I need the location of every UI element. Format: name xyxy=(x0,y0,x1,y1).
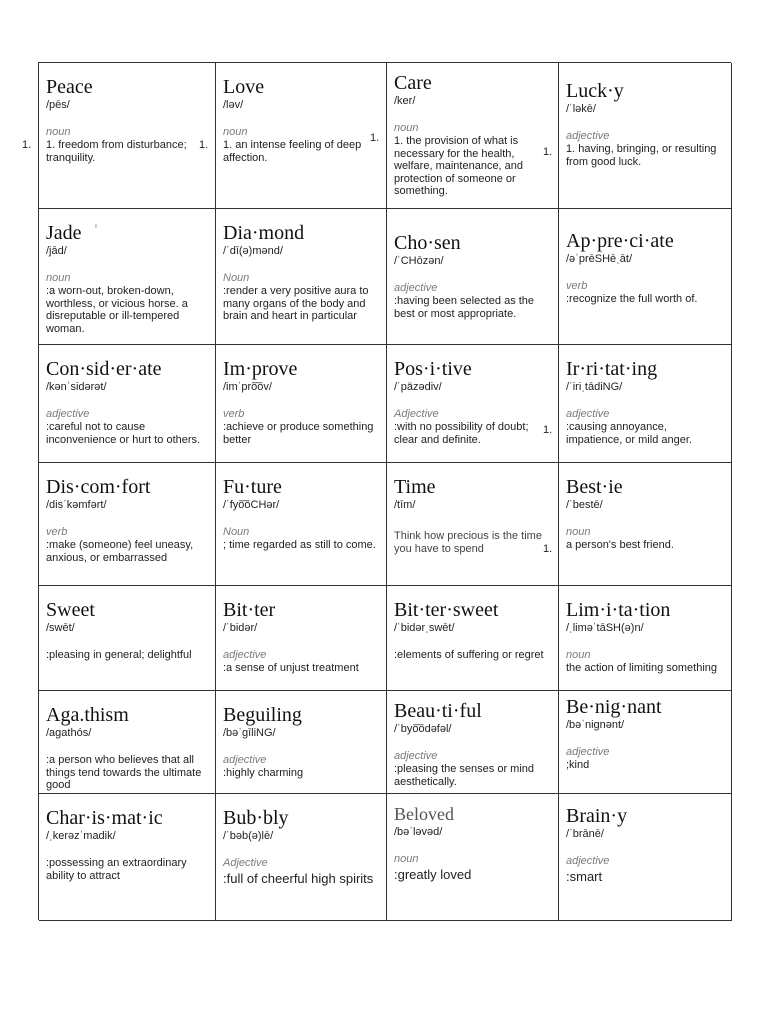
vocab-card xyxy=(39,63,216,209)
card-word: Brain·y xyxy=(566,805,628,827)
card-word: Cho·sen xyxy=(394,232,461,254)
card-definition: a person's best friend. xyxy=(566,539,674,551)
vocab-card xyxy=(39,345,216,463)
card-part-of-speech: noun xyxy=(394,853,419,865)
card-word: Sweet xyxy=(46,599,95,621)
list-marker: 1. xyxy=(22,139,32,151)
card-pronunciation: /ˌliməˈtāSH(ə)n/ xyxy=(566,622,644,634)
card-word: Con·sid·er·ate xyxy=(46,358,162,380)
vocab-card xyxy=(216,209,387,345)
card-part-of-speech: adjective xyxy=(566,130,610,142)
card-definition: :smart xyxy=(566,869,603,884)
card-word: Peace xyxy=(46,76,93,98)
card-word: Love xyxy=(223,76,265,98)
vocab-card xyxy=(39,691,216,794)
card-definition: :pleasing the senses or mind aesthetically. xyxy=(394,763,535,788)
card-pronunciation: /ˈbestē/ xyxy=(566,499,603,511)
card-part-of-speech: adjective xyxy=(46,408,90,420)
vocab-card xyxy=(559,345,732,463)
card-pronunciation: /ˈfyo͞oCHər/ xyxy=(223,499,280,511)
vocab-card xyxy=(216,63,387,209)
vocab-card xyxy=(559,586,732,691)
card-part-of-speech: adjective xyxy=(394,750,438,762)
card-pronunciation: /ker/ xyxy=(394,95,416,107)
card-part-of-speech: adjective xyxy=(566,746,610,758)
card-part-of-speech: adjective xyxy=(394,282,438,294)
card-word: Be·nig·nant xyxy=(566,696,662,718)
card-definition: :with no possibility of doubt; clear and definite. xyxy=(394,421,529,446)
card-pronunciation: /ˈbyo͞odəfəl/ xyxy=(394,723,452,735)
card-word: Char·is·mat·ic xyxy=(46,807,163,829)
card-word: Jade xyxy=(46,222,82,244)
card-definition: :a sense of unjust treatment xyxy=(223,662,359,674)
card-pronunciation: /əˈprēSHēˌāt/ xyxy=(566,253,633,265)
vocab-card xyxy=(39,463,216,586)
card-part-of-speech: adjective xyxy=(223,649,267,661)
card-part-of-speech: noun xyxy=(566,526,591,538)
card-part-of-speech: verb xyxy=(566,280,588,292)
card-pronunciation: /bəˈləvəd/ xyxy=(394,826,443,838)
card-part-of-speech: noun xyxy=(394,122,419,134)
card-word: Im·prove xyxy=(223,358,298,380)
list-marker: 1. xyxy=(543,543,553,555)
card-definition: :having been selected as the best or most appropriate. xyxy=(394,295,535,320)
card-word: Care xyxy=(394,72,432,94)
card-definition: :careful not to cause inconvenience or hurt to others. xyxy=(46,421,201,446)
card-pronunciation: /ˈbidər/ xyxy=(223,622,258,634)
card-part-of-speech: adjective xyxy=(566,855,610,867)
card-definition: :greatly loved xyxy=(394,867,472,882)
card-pronunciation: /ˈləkē/ xyxy=(566,103,596,115)
card-word: Time xyxy=(394,476,436,498)
card-part-of-speech: noun xyxy=(223,126,248,138)
card-definition: 1. an intense feeling of deep affection. xyxy=(223,139,362,164)
card-definition: :render a very positive aura to many organs of the body and brain and heart in particular xyxy=(223,285,369,322)
vocab-card xyxy=(387,794,559,921)
card-part-of-speech: noun xyxy=(566,649,591,661)
card-word: Luck·y xyxy=(566,80,624,102)
card-pronunciation: /jād/ xyxy=(46,245,67,257)
card-pronunciation: /ˈbidərˌswēt/ xyxy=(394,622,455,634)
card-word: Bub·bly xyxy=(223,807,289,829)
card-pronunciation: /tīm/ xyxy=(394,499,416,511)
vocab-card xyxy=(387,63,559,209)
card-definition: the action of limiting something xyxy=(566,662,718,674)
card-word: Dis·com·fort xyxy=(46,476,151,498)
card-word: Bit·ter·sweet xyxy=(394,599,499,621)
card-definition: :achieve or produce something better xyxy=(223,421,374,446)
card-definition: :a person who believes that all things tend towards the ultimate good xyxy=(46,754,202,791)
card-definition: 1. freedom from disturbance; tranquility. xyxy=(46,139,187,164)
vocab-card xyxy=(39,209,216,345)
card-definition: :pleasing in general; delightful xyxy=(46,649,192,661)
card-pronunciation: /ˈbrānē/ xyxy=(566,828,604,840)
card-word: Dia·mond xyxy=(223,222,305,244)
card-definition: :make (someone) feel uneasy, anxious, or embarrassed xyxy=(46,539,194,564)
list-marker: 1. xyxy=(543,424,553,436)
vocab-card xyxy=(387,691,559,794)
card-part-of-speech: adjective xyxy=(566,408,610,420)
card-word: Beloved xyxy=(394,804,454,824)
card-definition: ; time regarded as still to come. xyxy=(223,539,376,551)
card-part-of-speech: adjective xyxy=(223,754,267,766)
vocab-card xyxy=(387,345,559,463)
vocab-card xyxy=(216,586,387,691)
vocab-card xyxy=(216,691,387,794)
card-pronunciation: /kənˈsidərət/ xyxy=(46,381,107,393)
vocab-card xyxy=(559,794,732,921)
card-pronunciation: /bəˈgīliNG/ xyxy=(223,727,276,739)
card-pronunciation: /bəˈnignənt/ xyxy=(566,719,625,731)
card-pronunciation: /pēs/ xyxy=(46,99,70,111)
card-pronunciation: /ˈiriˌtādiNG/ xyxy=(566,381,623,393)
vocab-card xyxy=(387,463,559,586)
card-word: Lim·i·ta·tion xyxy=(566,599,671,621)
card-definition: 1. having, bringing, or resulting from good luck. xyxy=(566,143,717,168)
vocab-card xyxy=(387,209,559,345)
vocab-card xyxy=(39,794,216,921)
card-pronunciation: /ˈpäzədiv/ xyxy=(394,381,442,393)
vocab-card xyxy=(216,345,387,463)
card-part-of-speech: verb xyxy=(46,526,68,538)
card-word: Fu·ture xyxy=(223,476,282,498)
vocab-card xyxy=(559,63,732,209)
card-definition: :recognize the full worth of. xyxy=(566,293,698,305)
card-part-of-speech: noun xyxy=(46,126,71,138)
card-pronunciation: /disˈkəmfərt/ xyxy=(46,499,107,511)
vocabulary-grid xyxy=(38,62,731,920)
card-word: Pos·i·tive xyxy=(394,358,472,380)
card-pronunciation: /ˈCHōzən/ xyxy=(394,255,444,267)
list-marker: 1. xyxy=(199,139,209,151)
vocab-card xyxy=(216,463,387,586)
card-word: Best·ie xyxy=(566,476,623,498)
card-part-of-speech: Noun xyxy=(223,526,250,538)
card-word: Beau·ti·ful xyxy=(394,700,482,722)
vocab-card xyxy=(559,691,732,794)
card-part-of-speech: Noun xyxy=(223,272,250,284)
vocab-card xyxy=(559,463,732,586)
vocab-card xyxy=(387,586,559,691)
vocabulary-sheet xyxy=(22,62,731,920)
card-part-of-speech: Adjective xyxy=(223,857,268,869)
card-definition: :highly charming xyxy=(223,767,304,779)
card-part-of-speech: Adjective xyxy=(394,408,439,420)
card-word: Ir·ri·tat·ing xyxy=(566,358,658,380)
card-pronunciation: /swēt/ xyxy=(46,622,75,634)
jade-superscript-mark: ı xyxy=(95,223,97,230)
vocab-card xyxy=(39,586,216,691)
card-definition: 1. the provision of what is necessary for the health, welfare, maintenance, and protection of someone or something. xyxy=(394,135,524,197)
card-definition: :a worn-out, broken-down, worthless, or vicious horse. a disreputable or ill-tempered woman. xyxy=(46,285,188,335)
vocab-card xyxy=(559,209,732,345)
card-pronunciation: /ˌkerəzˈmadik/ xyxy=(46,830,116,842)
card-definition: Think how precious is the time you have to spend xyxy=(394,530,542,555)
card-word: Aga.thism xyxy=(46,704,129,726)
card-word: Bit·ter xyxy=(223,599,276,621)
card-pronunciation: /ləv/ xyxy=(223,99,244,111)
card-definition: :causing annoyance, impatience, or mild anger. xyxy=(566,421,692,446)
card-pronunciation: /ˈbəb(ə)lē/ xyxy=(223,830,274,842)
card-definition: :elements of suffering or regret xyxy=(394,649,544,661)
card-definition: :full of cheerful high spirits xyxy=(223,871,374,886)
card-part-of-speech: verb xyxy=(223,408,245,420)
card-pronunciation: /agathós/ xyxy=(46,727,92,739)
vocab-card xyxy=(216,794,387,921)
card-part-of-speech: noun xyxy=(46,272,71,284)
list-marker: 1. xyxy=(370,132,380,144)
card-definition: ;kind xyxy=(566,759,590,771)
list-marker: 1. xyxy=(543,146,553,158)
card-word: Ap·pre·ci·ate xyxy=(566,230,674,252)
card-pronunciation: /imˈpro͞ov/ xyxy=(223,381,272,393)
card-pronunciation: /ˈdī(ə)mənd/ xyxy=(223,245,283,257)
card-definition: :possessing an extraordinary ability to attract xyxy=(46,857,187,882)
card-word: Beguiling xyxy=(223,704,302,726)
